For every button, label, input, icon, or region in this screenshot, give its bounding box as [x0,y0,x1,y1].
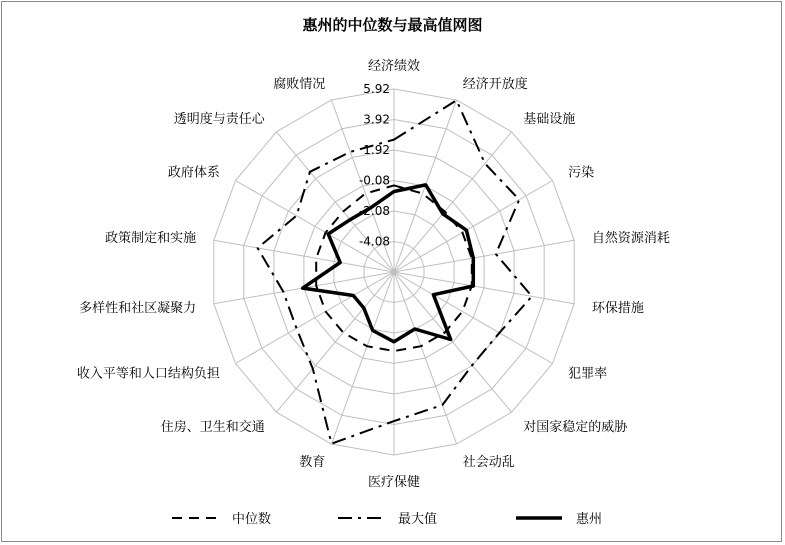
axis-label: 经济绩效 [367,59,421,74]
axis-label: 犯罪率 [568,366,608,382]
axis-label: 政策制定和实施 [105,231,197,247]
axis-label: 透明度与责任心 [173,112,265,127]
axis-label: 基础设施 [523,112,576,127]
legend-label: 中位数 [232,512,272,527]
legend-label: 最大值 [398,512,438,527]
axis-label: 政府体系 [167,165,220,181]
axis-label: 污染 [568,165,595,181]
grid-spoke [331,272,394,444]
tick-label: -0.08 [358,173,390,188]
axis-label: 自然资源消耗 [591,231,670,247]
axis-label: 经济开放度 [462,77,528,93]
tick-label: 3.92 [363,112,390,127]
chart-title: 惠州的中位数与最高值网图 [302,16,483,34]
axis-label: 住房、卫生和交通 [160,420,265,435]
tick-label: -2.08 [358,204,390,218]
tick-label: 5.92 [363,82,390,96]
tick-label: 1.92 [363,143,390,157]
axis-label: 腐败情况 [273,77,326,93]
tick-label: -4.08 [358,234,390,249]
axis-label: 医疗保健 [367,475,421,490]
grid-spoke [394,272,457,444]
axis-label: 教育 [299,454,326,470]
axis-label: 社会动乱 [462,454,515,470]
axis-label: 环保措施 [591,300,644,316]
axis-label: 收入平等和人口结构负担 [76,366,220,382]
legend-label: 惠州 [576,512,603,527]
axis-label: 多样性和社区凝聚力 [79,300,197,316]
axis-label: 对国家稳定的威胁 [523,420,628,435]
